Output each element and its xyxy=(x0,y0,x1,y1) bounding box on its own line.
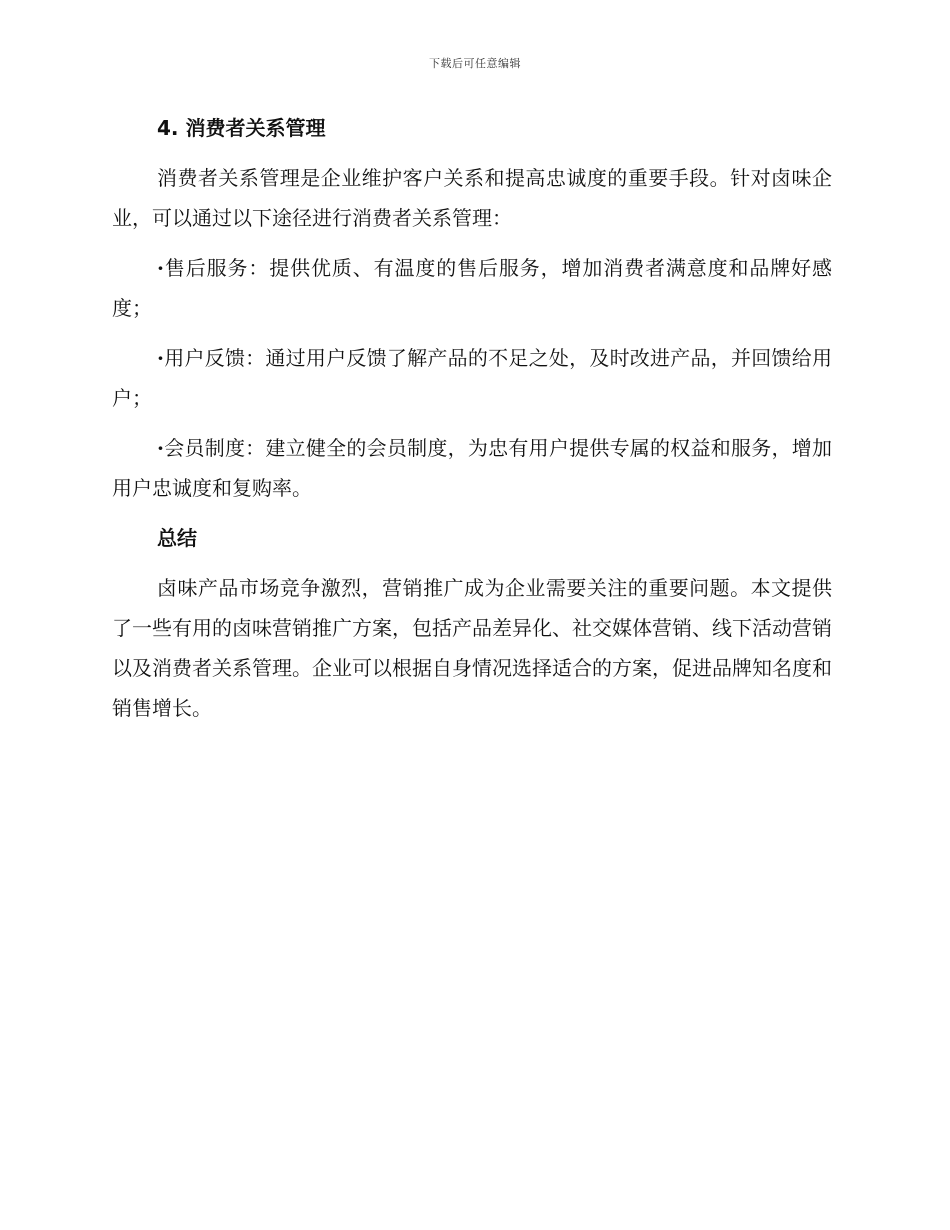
bullet-membership xyxy=(112,428,832,508)
summary-heading: 总结 xyxy=(157,526,197,550)
bullet-marker: · xyxy=(157,346,164,370)
bullet-marker: · xyxy=(157,256,164,280)
bullet-text: 会员制度：建立健全的会员制度，为忠有用户提供专属的权益和服务，增加用户忠诚度和复购率。 xyxy=(112,436,832,500)
section-intro-paragraph: 消费者关系管理是企业维护客户关系和提高忠诚度的重要手段。针对卤味企业，可以通过以下途径进行消费者关系管理： xyxy=(112,166,832,230)
bullet-marker: · xyxy=(157,436,164,460)
section-heading-consumer-relations: 4. 消费者关系管理 xyxy=(157,116,326,140)
bullet-text: 售后服务：提供优质、有温度的售后服务，增加消费者满意度和品牌好感度； xyxy=(112,256,832,320)
bullet-text: 用户反馈：通过用户反馈了解产品的不足之处，及时改进产品，并回馈给用户； xyxy=(112,346,832,410)
bullet-after-sales xyxy=(112,248,832,328)
bullet-user-feedback xyxy=(112,338,832,418)
header-note: 下载后可任意编辑 xyxy=(429,57,521,70)
summary-paragraph: 卤味产品市场竞争激烈，营销推广成为企业需要关注的重要问题。本文提供了一些有用的卤味营销推广方案，包括产品差异化、社交媒体营销、线下活动营销以及消费者关系管理。企业可以根据自身情况选择适合的方案，促进品牌知名度和销售增长。 xyxy=(112,576,832,720)
document-body xyxy=(112,108,832,738)
